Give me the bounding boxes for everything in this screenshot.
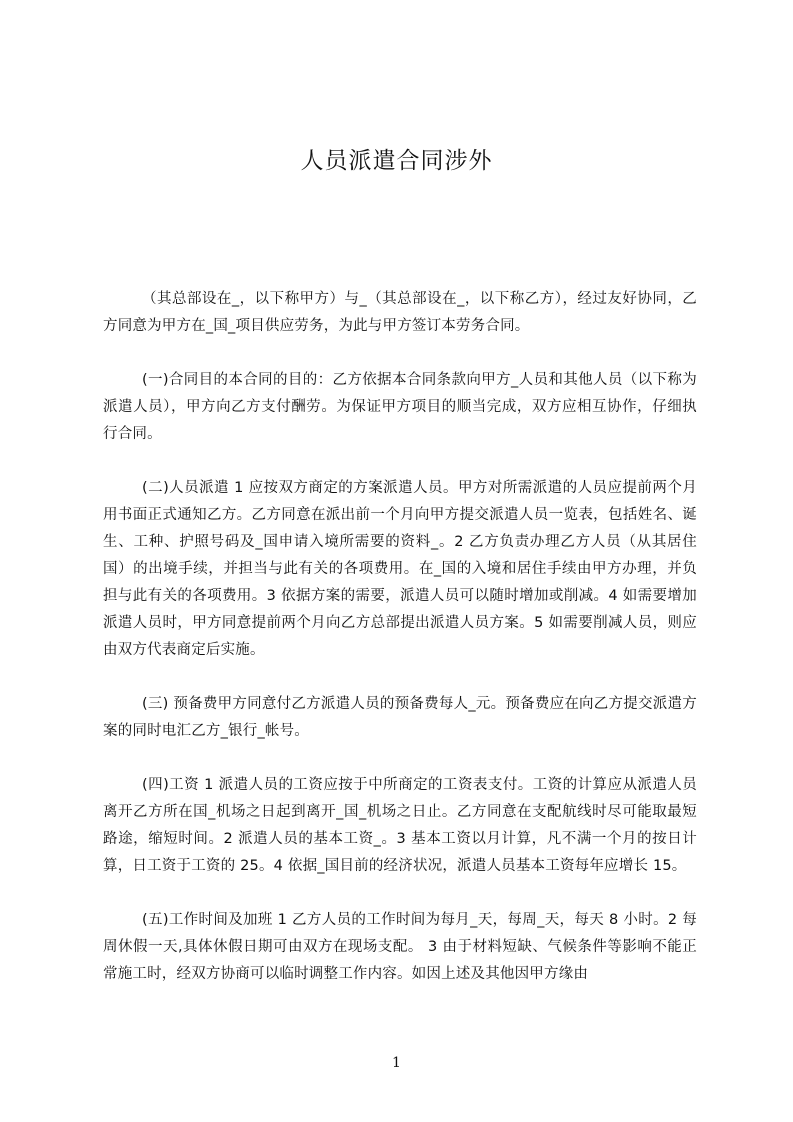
paragraph-working-hours: (五)工作时间及加班 1 乙方人员的工作时间为每月_天，每周_天，每天 8 小时。2 每周休假一天,具体休假日期可由双方在现场支配。 3 由于材料短缺、气候条件等影响不能正常施工时，经双方协商可以临时调整工作内容。如因上述及其他因甲方缘由 <box>103 912 697 982</box>
paragraph-contract-purpose: (一)合同目的本合同的目的：乙方依据本合同条款向甲方_人员和其他人员（以下称为派遣人员），甲方向乙方支付酬劳。为保证甲方项目的顺当完成，双方应相互协作，仔细执行合同。 <box>103 372 697 442</box>
page-number: 1 <box>392 1055 401 1071</box>
paragraph-intro: （其总部设在_，以下称甲方）与_（其总部设在_，以下称乙方），经过友好协同，乙方同意为甲方在_国_项目供应劳务，为此与甲方签订本劳务合同。 <box>103 291 697 334</box>
document-body <box>103 286 697 1015</box>
paragraph-wages: (四)工资 1 派遣人员的工资应按于中所商定的工资表支付。工资的计算应从派遣人员离开乙方所在国_机场之日起到离开_国_机场之日止。乙方同意在支配航线时尽可能取最短路途，缩短时间。2 派遣人员的基本工资_。3 基本工资以月计算，凡不满一个月的按日计算，日工资于工资的 25。4 依据_国目前的经济状况，派遣人员基本工资每年应增长 15。 <box>103 777 697 874</box>
paragraph-preparation-fee: (三) 预备费甲方同意付乙方派遣人员的预备费每人_元。预备费应在向乙方提交派遣方案的同时电汇乙方_银行_帐号。 <box>103 696 697 739</box>
document-title: 人员派遣合同涉外 <box>300 148 493 174</box>
paragraph-personnel-dispatch: (二)人员派遣 1 应按双方商定的方案派遣人员。甲方对所需派遣的人员应提前两个月用书面正式通知乙方。乙方同意在派出前一个月向甲方提交派遣人员一览表，包括姓名、诞生、工种、护照号码及_国申请入境所需要的资料_。2 乙方负责办理乙方人员（从其居住国）的出境手续，并担当与此有关的各项费用。在_国的入境和居住手续由甲方办理，并负担与此有关的各项费用。3 依据方案的需要，派遣人员可以随时增加或削减。4 如需要增加派遣人员时，甲方同意提前两个月向乙方总部提出派遣人员方案。5 如需要削减人员，则应由双方代表商定后实施。 <box>103 480 697 658</box>
